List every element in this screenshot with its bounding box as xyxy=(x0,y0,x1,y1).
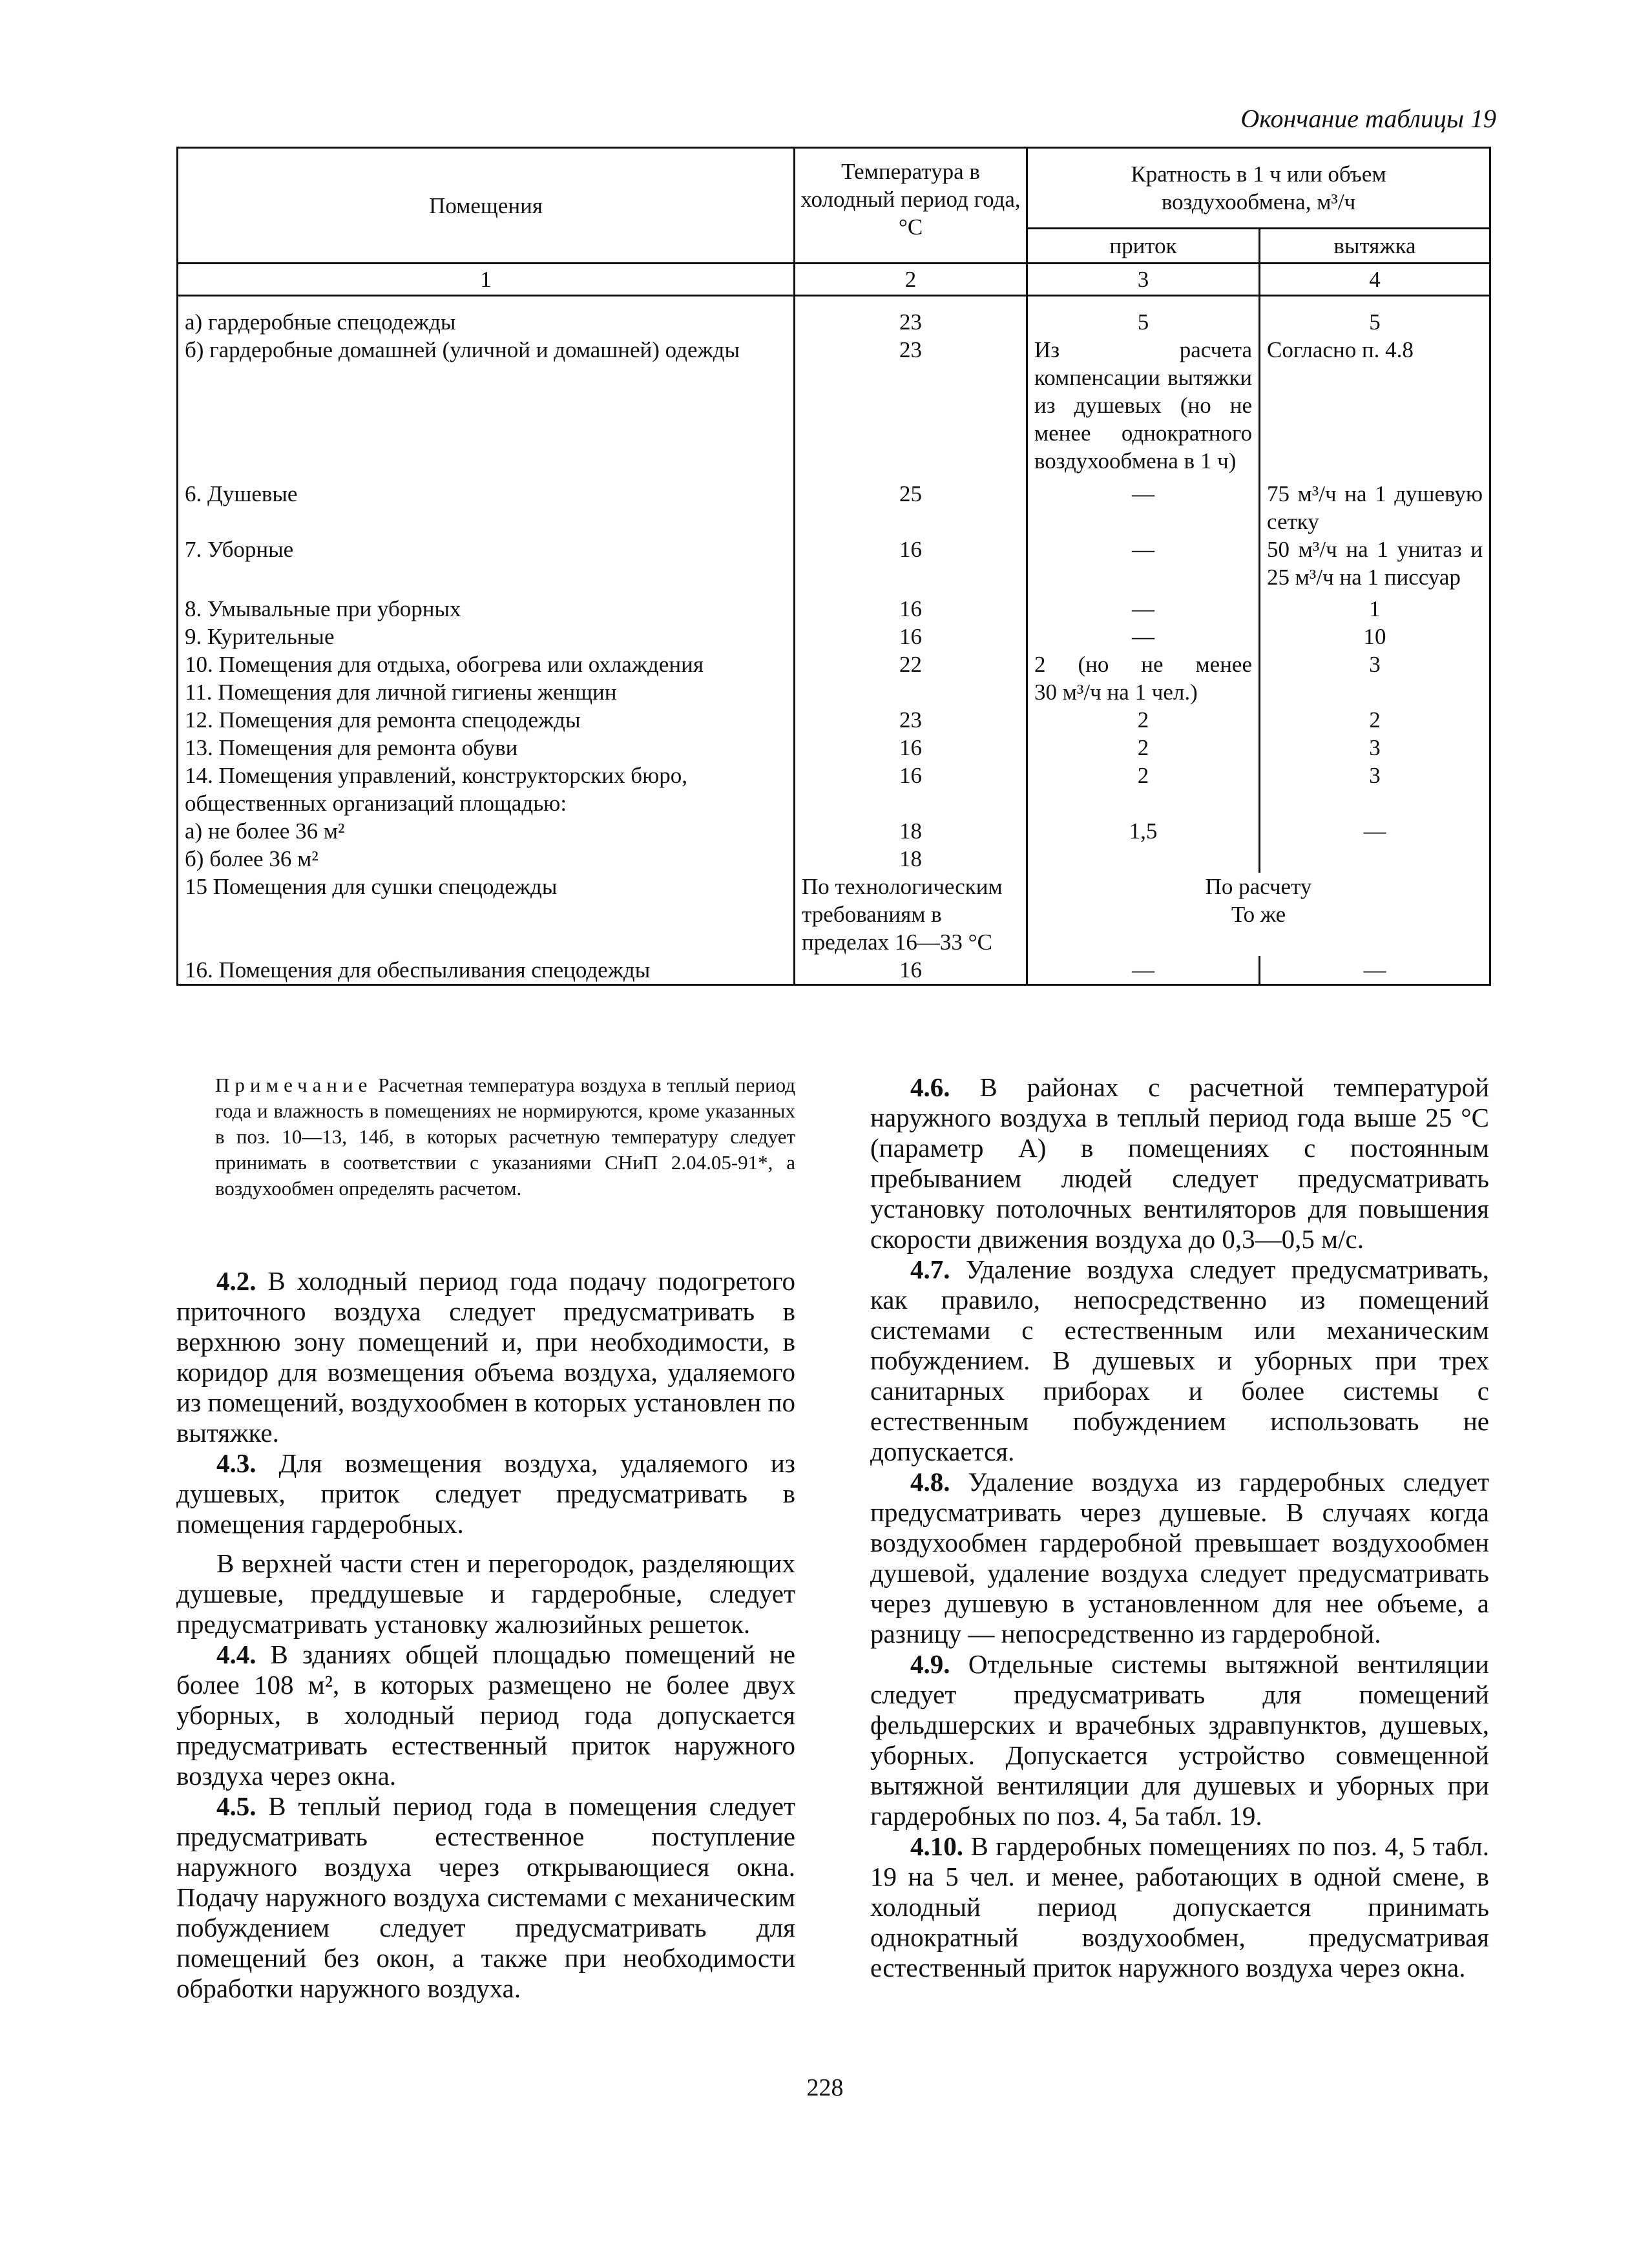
left-column xyxy=(176,1266,795,2004)
temp-cell: 23 xyxy=(795,706,1027,734)
room-cell: б) более 36 м² xyxy=(178,845,795,873)
supply-cell: 2 xyxy=(1027,762,1260,817)
table-row xyxy=(178,595,1490,623)
paragraph-text: Для возмещения воздуха, удаляемого из душевых, приток следует предусматривать в помещения гардеробных. xyxy=(176,1448,795,1539)
right-column xyxy=(870,1072,1489,1983)
temp-cell: 16 xyxy=(795,595,1027,623)
paragraph xyxy=(176,1266,795,1448)
table-row xyxy=(178,475,1490,536)
exhaust-cell: 1 xyxy=(1260,595,1490,623)
supply-cell: 2 (но не менее xyxy=(1027,650,1260,678)
room-cell: 11. Помещения для личной гигиены женщин xyxy=(178,678,795,706)
ventilation-table xyxy=(176,147,1491,986)
exhaust-cell: — xyxy=(1260,817,1490,845)
temp-cell xyxy=(795,678,1027,706)
table-caption: Окончание таблицы 19 xyxy=(1240,104,1496,133)
supply-cell xyxy=(1027,845,1260,873)
paragraph-text: В зданиях общей площадью помещений не более 108 м², в которых размещено не более двух уборных, в холодный период года допускается предусматривать естественный приток наружного воздуха через окна. xyxy=(176,1639,796,1791)
room-cell: а) не более 36 м² xyxy=(178,817,795,845)
paragraph xyxy=(870,1831,1489,1983)
exhaust-cell: — xyxy=(1260,956,1490,985)
table-row xyxy=(178,956,1490,985)
table-row xyxy=(178,706,1490,734)
paragraph xyxy=(176,1791,795,2004)
merged-exchange-line: По расчету xyxy=(1205,874,1312,899)
supply-cell: — xyxy=(1027,595,1260,623)
room-cell: б) гардеробные домашней (уличной и домашней) одежды xyxy=(178,336,795,475)
paragraph-number: 4.9. xyxy=(910,1649,950,1679)
room-cell: 9. Курительные xyxy=(178,623,795,650)
col-number: 2 xyxy=(795,264,1027,296)
paragraph-number: 4.7. xyxy=(910,1254,950,1284)
paragraph-text: В теплый период года в помещения следует предусматривать естественное поступление наружного воздуха через открывающиеся окна. Подачу наружного воздуха системами с механическим побуждением следует предусматривать для помещений без окон, а также при необходимости обработки наружного воздуха. xyxy=(176,1791,795,2003)
supply-cell: 2 xyxy=(1027,734,1260,762)
table-row xyxy=(178,650,1490,678)
exhaust-cell: 3 xyxy=(1260,734,1490,762)
temp-cell: 23 xyxy=(795,336,1027,475)
exhaust-cell: 50 м³/ч на 1 унитаз и 25 м³/ч на 1 писсуар xyxy=(1260,536,1490,595)
temp-cell: 18 xyxy=(795,845,1027,873)
paragraph-number: 4.5. xyxy=(216,1791,256,1821)
exhaust-cell xyxy=(1260,845,1490,873)
exhaust-cell: 75 м³/ч на 1 душевую сетку xyxy=(1260,475,1490,536)
note-label: Примечание xyxy=(215,1074,373,1096)
temp-cell: 16 xyxy=(795,623,1027,650)
header-supply: приток xyxy=(1027,229,1260,264)
paragraph-text: В районах с расчетной температурой наружного воздуха в теплый период года выше 25 °С (параметр А) в помещениях с постоянным пребыванием людей следует предусматривать установку потолочных вентиляторов для повышения скорости движения воздуха до 0,3—0,5 м/с. xyxy=(870,1072,1490,1254)
room-cell: 12. Помещения для ремонта спецодежды xyxy=(178,706,795,734)
page-number: 228 xyxy=(806,2074,844,2101)
col-number: 3 xyxy=(1027,264,1260,296)
paragraph-text: В верхней части стен и перегородок, разделяющих душевые, преддушевые и гардеробные, следует предусматривать установку жалюзийных решеток. xyxy=(176,1548,795,1639)
merged-exchange-cell xyxy=(1027,873,1490,956)
paragraph-number: 4.8. xyxy=(910,1467,950,1497)
header-temperature: Температура в холодный период года, °С xyxy=(795,148,1027,264)
supply-cell: Из расчета компенсации вытяжки из душевых (но не менее однократного воздухообмена в 1 ч) xyxy=(1027,336,1260,475)
column-numbers-row xyxy=(178,264,1490,296)
room-cell: 15 Помещения для сушки спецодежды xyxy=(178,873,795,956)
temp-cell: 22 xyxy=(795,650,1027,678)
temp-cell: 16 xyxy=(795,956,1027,985)
supply-cell: — xyxy=(1027,536,1260,595)
note-text: Расчетная температура воздуха в теплый период года и влажность в помещениях не нормируются, кроме указанных в поз. 10—13, 14б, в которых расчетную температуру следует принимать в соответствии с указаниями СНиП 2.04.05-91*, а воздухообмен определять расчетом. xyxy=(215,1074,796,1200)
paragraph xyxy=(870,1254,1489,1467)
paragraph-number: 4.4. xyxy=(216,1639,256,1669)
paragraph-text: В гардеробных помещениях по поз. 4, 5 табл. 19 на 5 чел. и менее, работающих в одной смене, в холодный период допускается принимать однократный воздухообмен, предусматривая естественный приток наружного воздуха через окна. xyxy=(870,1831,1489,1982)
temp-cell: 18 xyxy=(795,817,1027,845)
supply-cell: 1,5 xyxy=(1027,817,1260,845)
table-row xyxy=(178,623,1490,650)
header-rooms: Помещения xyxy=(178,148,795,264)
table-row xyxy=(178,873,1490,956)
paragraph-text: Удаление воздуха из гардеробных следует предусматривать через душевые. В случаях когда воздухообмен гардеробной превышает воздухообмен душевой, удаление воздуха следует предусматривать через душевую в установленном для нее объеме, а разницу — непосредственно из гардеробной. xyxy=(870,1467,1490,1649)
supply-cell: — xyxy=(1027,623,1260,650)
paragraph xyxy=(870,1649,1489,1831)
temp-cell: 16 xyxy=(795,762,1027,817)
exhaust-cell: 2 xyxy=(1260,706,1490,734)
supply-cell: — xyxy=(1027,475,1260,536)
room-cell: 7. Уборные xyxy=(178,536,795,595)
table-row xyxy=(178,336,1490,475)
merged-exchange-line: То же xyxy=(1231,902,1286,927)
temp-cell: 16 xyxy=(795,734,1027,762)
paragraph xyxy=(176,1448,795,1539)
supply-cell: — xyxy=(1027,956,1260,985)
header-exchange: Кратность в 1 ч или объем воздухообмена, м³/ч xyxy=(1027,148,1490,229)
exhaust-cell: 3 xyxy=(1260,650,1490,678)
room-cell: 13. Помещения для ремонта обуви xyxy=(178,734,795,762)
temp-cell: 23 xyxy=(795,296,1027,337)
table-row xyxy=(178,734,1490,762)
paragraph-text: Отдельные системы вытяжной вентиляции следует предусматривать для помещений фельдшерских и врачебных здравпунктов, душевых, уборных. Допускается устройство совмещенной вытяжной вентиляции для душевых и уборных при гардеробных по поз. 4, 5а табл. 19. xyxy=(870,1649,1489,1831)
room-cell: 10. Помещения для отдыха, обогрева или охлаждения xyxy=(178,650,795,678)
table-row xyxy=(178,762,1490,817)
room-cell: 6. Душевые xyxy=(178,475,795,536)
paragraph-number: 4.10. xyxy=(910,1831,963,1861)
exhaust-cell: 3 xyxy=(1260,762,1490,817)
header-exhaust: вытяжка xyxy=(1260,229,1490,264)
table-row xyxy=(178,817,1490,845)
paragraph-text: В холодный период года подачу подогретого приточного воздуха следует предусматривать в верхнюю зону помещений и, при необходимости, в коридор для возмещения объема воздуха, удаляемого из помещений, воздухообмен в которых установлен по вытяжке. xyxy=(176,1266,795,1448)
paragraph xyxy=(870,1072,1489,1254)
col-number: 4 xyxy=(1260,264,1490,296)
temp-cell: 25 xyxy=(795,475,1027,536)
supply-cell: 2 xyxy=(1027,706,1260,734)
paragraph xyxy=(176,1639,795,1791)
table-row xyxy=(178,845,1490,873)
paragraph-text: Удаление воздуха следует предусматривать, как правило, непосредственно из помещений системами с естественным или механическим побуждением. В душевых и уборных при трех санитарных приборах и более системы с естественным побуждением использовать не допускается. xyxy=(870,1254,1489,1466)
exhaust-cell: 5 xyxy=(1260,296,1490,337)
exhaust-cell: 10 xyxy=(1260,623,1490,650)
room-cell: 16. Помещения для обеспыливания спецодежды xyxy=(178,956,795,985)
table-row xyxy=(178,536,1490,595)
room-cell: 8. Умывальные при уборных xyxy=(178,595,795,623)
paragraph-number: 4.6. xyxy=(910,1072,950,1102)
table-row xyxy=(178,678,1490,706)
table-note xyxy=(215,1072,795,1202)
exhaust-cell xyxy=(1260,678,1490,706)
paragraph xyxy=(176,1548,795,1639)
supply-cell: 30 м³/ч на 1 чел.) xyxy=(1027,678,1260,706)
room-cell: 14. Помещения управлений, конструкторских бюро, общественных организаций площадью: xyxy=(178,762,795,817)
room-cell: а) гардеробные спецодежды xyxy=(178,296,795,337)
table-row xyxy=(178,296,1490,337)
temp-cell: По технологическим требованиям в пределах 16—33 °С xyxy=(795,873,1027,956)
paragraph-number: 4.3. xyxy=(216,1448,256,1478)
paragraph xyxy=(870,1467,1489,1649)
paragraph-number: 4.2. xyxy=(216,1266,256,1296)
col-number: 1 xyxy=(178,264,795,296)
exhaust-cell: Согласно п. 4.8 xyxy=(1260,336,1490,475)
supply-cell: 5 xyxy=(1027,296,1260,337)
temp-cell: 16 xyxy=(795,536,1027,595)
